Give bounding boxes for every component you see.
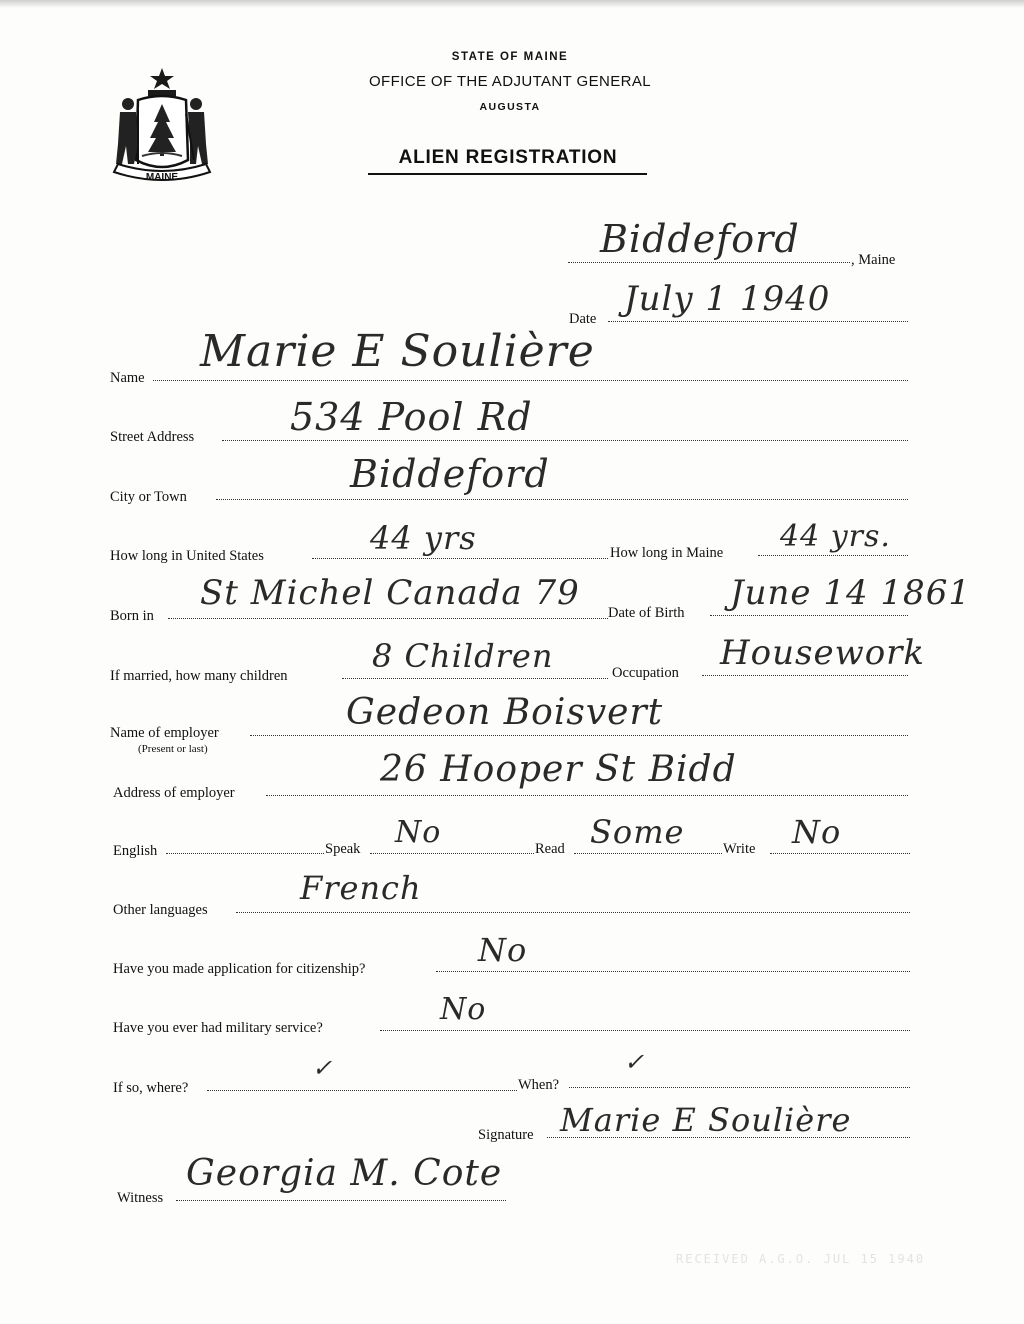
city-label: City or Town <box>110 489 187 505</box>
signature-entry: Marie E Soulière <box>560 1101 852 1139</box>
born-in-line <box>168 618 608 619</box>
speak-entry: No <box>395 815 442 850</box>
employer-line <box>250 735 908 736</box>
english-label: English <box>113 843 158 859</box>
town-line <box>568 262 850 263</box>
witness-line <box>176 1200 506 1201</box>
employer-entry: Gedeon Boisvert <box>346 692 664 733</box>
when-line <box>569 1087 910 1088</box>
scan-edge-shadow <box>0 0 1024 8</box>
witness-entry: Georgia M. Cote <box>186 1153 503 1194</box>
dob-label: Date of Birth <box>608 605 685 621</box>
other-languages-line <box>236 912 910 913</box>
born-in-entry: St Michel Canada 79 <box>200 573 580 613</box>
citizenship-entry: No <box>478 931 528 969</box>
town-entry: Biddeford <box>600 217 800 261</box>
english-line <box>166 853 324 854</box>
street-line <box>222 440 908 441</box>
military-entry: No <box>440 992 487 1027</box>
children-line <box>342 678 608 679</box>
citizenship-label: Have you made application for citizenship? <box>113 961 366 977</box>
form-title: ALIEN REGISTRATION <box>398 147 618 168</box>
where-label: If so, where? <box>113 1080 189 1096</box>
received-stamp: RECEIVED A.G.O. JUL 15 1940 <box>676 1252 926 1266</box>
witness-label: Witness <box>117 1190 164 1206</box>
header-city: AUGUSTA <box>479 101 541 113</box>
children-label: If married, how many children <box>110 668 288 684</box>
employer-sublabel: (Present or last) <box>138 743 208 755</box>
occupation-line <box>702 675 908 676</box>
occupation-label: Occupation <box>612 665 679 681</box>
years-us-line <box>312 558 608 559</box>
citizenship-line <box>436 971 910 972</box>
speak-line <box>370 853 534 854</box>
street-label: Street Address <box>110 429 195 445</box>
name-entry: Marie E Soulière <box>200 326 595 377</box>
city-line <box>216 499 908 500</box>
read-line <box>574 853 722 854</box>
signature-label: Signature <box>478 1127 534 1143</box>
street-entry: 534 Pool Rd <box>290 395 533 439</box>
employer-address-label: Address of employer <box>113 785 235 801</box>
date-label: Date <box>569 311 597 327</box>
title-underline <box>368 173 647 175</box>
other-languages-entry: French <box>300 869 422 907</box>
when-label: When? <box>518 1077 560 1093</box>
when-entry: ✓ <box>624 1048 646 1076</box>
date-entry: July 1 1940 <box>624 279 831 319</box>
header-office: OFFICE OF THE ADJUTANT GENERAL <box>368 73 652 90</box>
years-maine-line <box>758 555 908 556</box>
speak-label: Speak <box>325 841 361 857</box>
years-us-label: How long in United States <box>110 548 264 564</box>
military-line <box>380 1030 910 1031</box>
seal-ribbon-text: MAINE <box>145 172 179 183</box>
years-maine-label: How long in Maine <box>610 545 724 561</box>
years-maine-entry: 44 yrs. <box>780 519 891 554</box>
employer-label: Name of employer <box>110 725 219 741</box>
write-entry: No <box>792 813 842 851</box>
maine-state-seal-icon <box>108 64 216 188</box>
write-line <box>770 853 910 854</box>
employer-address-line <box>266 795 908 796</box>
other-languages-label: Other languages <box>113 902 208 918</box>
name-line <box>153 380 908 381</box>
read-entry: Some <box>590 813 685 851</box>
dob-entry: June 14 1861 <box>730 573 971 613</box>
children-entry: 8 Children <box>372 637 554 675</box>
military-label: Have you ever had military service? <box>113 1020 323 1036</box>
maine-label: , Maine <box>851 252 896 268</box>
read-label: Read <box>535 841 565 857</box>
dob-line <box>710 615 908 616</box>
write-label: Write <box>723 841 756 857</box>
where-entry: ✓ <box>312 1054 334 1082</box>
born-in-label: Born in <box>110 608 154 624</box>
city-entry: Biddeford <box>350 452 550 496</box>
years-us-entry: 44 yrs <box>370 519 477 557</box>
where-line <box>207 1090 517 1091</box>
header-state: STATE OF MAINE <box>451 51 569 63</box>
occupation-entry: Housework <box>720 633 926 673</box>
date-line <box>608 321 908 322</box>
employer-address-entry: 26 Hooper St Bidd <box>380 749 737 790</box>
name-label: Name <box>110 370 145 386</box>
